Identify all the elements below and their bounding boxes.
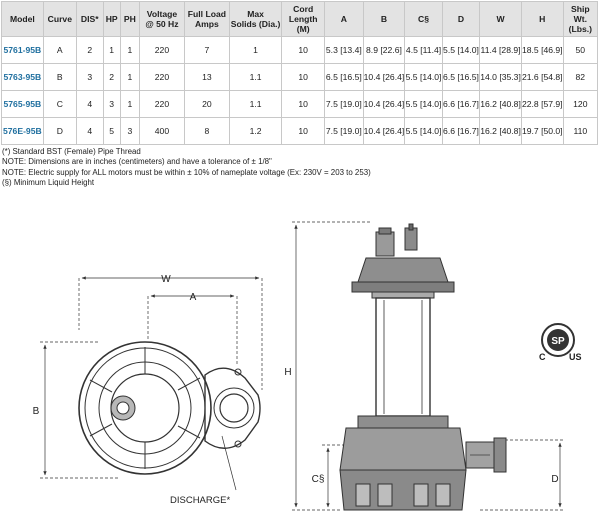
column-header: Cord Length (M) bbox=[282, 2, 325, 37]
table-row bbox=[2, 37, 598, 64]
table-cell: 10 bbox=[282, 64, 325, 91]
note-dimensions: NOTE: Dimensions are in inches (centimeters) and have a tolerance of ± 1/8" bbox=[2, 157, 272, 167]
table-cell: 22.8 [57.9] bbox=[521, 91, 563, 118]
table-cell: 220 bbox=[139, 64, 184, 91]
table-row bbox=[2, 64, 598, 91]
table-header-row bbox=[2, 2, 598, 37]
column-header: W bbox=[480, 2, 522, 37]
table-cell: 220 bbox=[139, 91, 184, 118]
table-cell: 5 bbox=[103, 118, 120, 145]
table-cell: 4.5 [11.4] bbox=[405, 37, 442, 64]
column-header: C§ bbox=[405, 2, 442, 37]
table-cell: 400 bbox=[139, 118, 184, 145]
table-cell: 5.3 [13.4] bbox=[325, 37, 364, 64]
pump-drawing bbox=[0, 190, 600, 528]
column-header: HP bbox=[103, 2, 120, 37]
table-cell: 13 bbox=[184, 64, 229, 91]
note-liquid-height: (§) Minimum Liquid Height bbox=[2, 177, 95, 187]
table-cell: 5.5 [14.0] bbox=[405, 118, 442, 145]
table-cell: 16.2 [40.8] bbox=[480, 91, 522, 118]
table-cell: 5.5 [14.0] bbox=[442, 37, 479, 64]
table-cell: 14.0 [35.3] bbox=[480, 64, 522, 91]
table-cell: 20 bbox=[184, 91, 229, 118]
table-cell: 220 bbox=[139, 37, 184, 64]
table-cell: 1 bbox=[120, 37, 139, 64]
table-cell: 7 bbox=[184, 37, 229, 64]
table-body bbox=[2, 37, 598, 145]
column-header: D bbox=[442, 2, 479, 37]
top-view bbox=[40, 278, 262, 490]
table-row bbox=[2, 91, 598, 118]
table-cell: 10.4 [26.4] bbox=[363, 118, 405, 145]
table-cell: 10.4 [26.4] bbox=[363, 64, 405, 91]
table-cell: 16.2 [40.8] bbox=[480, 118, 522, 145]
table-cell: 3 bbox=[103, 91, 120, 118]
model-cell: 5761-95B bbox=[2, 37, 44, 64]
discharge-label: DISCHARGE* bbox=[170, 495, 231, 506]
csa-certification-logo bbox=[539, 324, 582, 362]
table-cell: 18.5 [46.9] bbox=[521, 37, 563, 64]
column-header: Full Load Amps bbox=[184, 2, 229, 37]
column-header: A bbox=[325, 2, 364, 37]
table-cell: D bbox=[43, 118, 76, 145]
column-header: Model bbox=[2, 2, 44, 37]
table-cell: 6.6 [16.7] bbox=[442, 118, 479, 145]
label-b: B bbox=[32, 406, 40, 417]
table-cell: 3 bbox=[76, 64, 103, 91]
table-cell: 6.5 [16.5] bbox=[325, 64, 364, 91]
column-header: DIS* bbox=[76, 2, 103, 37]
side-view bbox=[292, 222, 565, 510]
table-cell: 50 bbox=[563, 37, 597, 64]
table-cell: 7.5 [19.0] bbox=[325, 91, 364, 118]
table-cell: 5.5 [14.0] bbox=[405, 91, 442, 118]
note-electric: NOTE: Electric supply for ALL motors must be within ± 10% of nameplate voltage (Ex: 230V = 203 to 253) bbox=[2, 167, 371, 177]
label-d: D bbox=[551, 474, 559, 485]
table-cell: 2 bbox=[76, 37, 103, 64]
model-cell: 5765-95B bbox=[2, 91, 44, 118]
label-h: H bbox=[284, 367, 292, 378]
column-header: Ship Wt. (Lbs.) bbox=[563, 2, 597, 37]
table-cell: 110 bbox=[563, 118, 597, 145]
note-thread: (*) Standard BST (Female) Pipe Thread bbox=[2, 147, 141, 156]
column-header: B bbox=[363, 2, 405, 37]
column-header: H bbox=[521, 2, 563, 37]
table-cell: 10.4 [26.4] bbox=[363, 91, 405, 118]
table-cell: 10 bbox=[282, 37, 325, 64]
table-cell: 1 bbox=[229, 37, 281, 64]
table-cell: 8.9 [22.6] bbox=[363, 37, 405, 64]
column-header: PH bbox=[120, 2, 139, 37]
label-w: W bbox=[161, 274, 171, 285]
table-cell: A bbox=[43, 37, 76, 64]
table-cell: 1.1 bbox=[229, 91, 281, 118]
table-cell: 1 bbox=[120, 64, 139, 91]
table-cell: 6.6 [16.7] bbox=[442, 91, 479, 118]
column-header: Curve bbox=[43, 2, 76, 37]
table-cell: 1.1 bbox=[229, 64, 281, 91]
table-cell: B bbox=[43, 64, 76, 91]
table-cell: 7.5 [19.0] bbox=[325, 118, 364, 145]
label-c: C§ bbox=[311, 474, 325, 485]
table-cell: 3 bbox=[120, 118, 139, 145]
table-cell: 6.5 [16.5] bbox=[442, 64, 479, 91]
column-header: Voltage @ 50 Hz bbox=[139, 2, 184, 37]
table-cell: C bbox=[43, 91, 76, 118]
spec-table bbox=[1, 1, 598, 145]
table-cell: 21.6 [54.8] bbox=[521, 64, 563, 91]
table-cell: 8 bbox=[184, 118, 229, 145]
table-cell: 1 bbox=[103, 37, 120, 64]
csa-mark-letters: SP bbox=[551, 336, 565, 347]
table-cell: 2 bbox=[103, 64, 120, 91]
column-header: Max Solids (Dia.) bbox=[229, 2, 281, 37]
table-cell: 4 bbox=[76, 118, 103, 145]
notes bbox=[2, 147, 371, 188]
table-row bbox=[2, 118, 598, 145]
model-cell: 5763-95B bbox=[2, 64, 44, 91]
table-cell: 11.4 [28.9] bbox=[480, 37, 522, 64]
table-cell: 19.7 [50.0] bbox=[521, 118, 563, 145]
table-cell: 1 bbox=[120, 91, 139, 118]
table-cell: 10 bbox=[282, 118, 325, 145]
csa-c-label: C bbox=[539, 352, 546, 362]
table-cell: 120 bbox=[563, 91, 597, 118]
table-cell: 82 bbox=[563, 64, 597, 91]
table-cell: 4 bbox=[76, 91, 103, 118]
csa-us-label: US bbox=[569, 352, 582, 362]
table-cell: 5.5 [14.0] bbox=[405, 64, 442, 91]
table-cell: 10 bbox=[282, 91, 325, 118]
model-cell: 576E-95B bbox=[2, 118, 44, 145]
table-cell: 1.2 bbox=[229, 118, 281, 145]
label-a: A bbox=[189, 292, 197, 303]
